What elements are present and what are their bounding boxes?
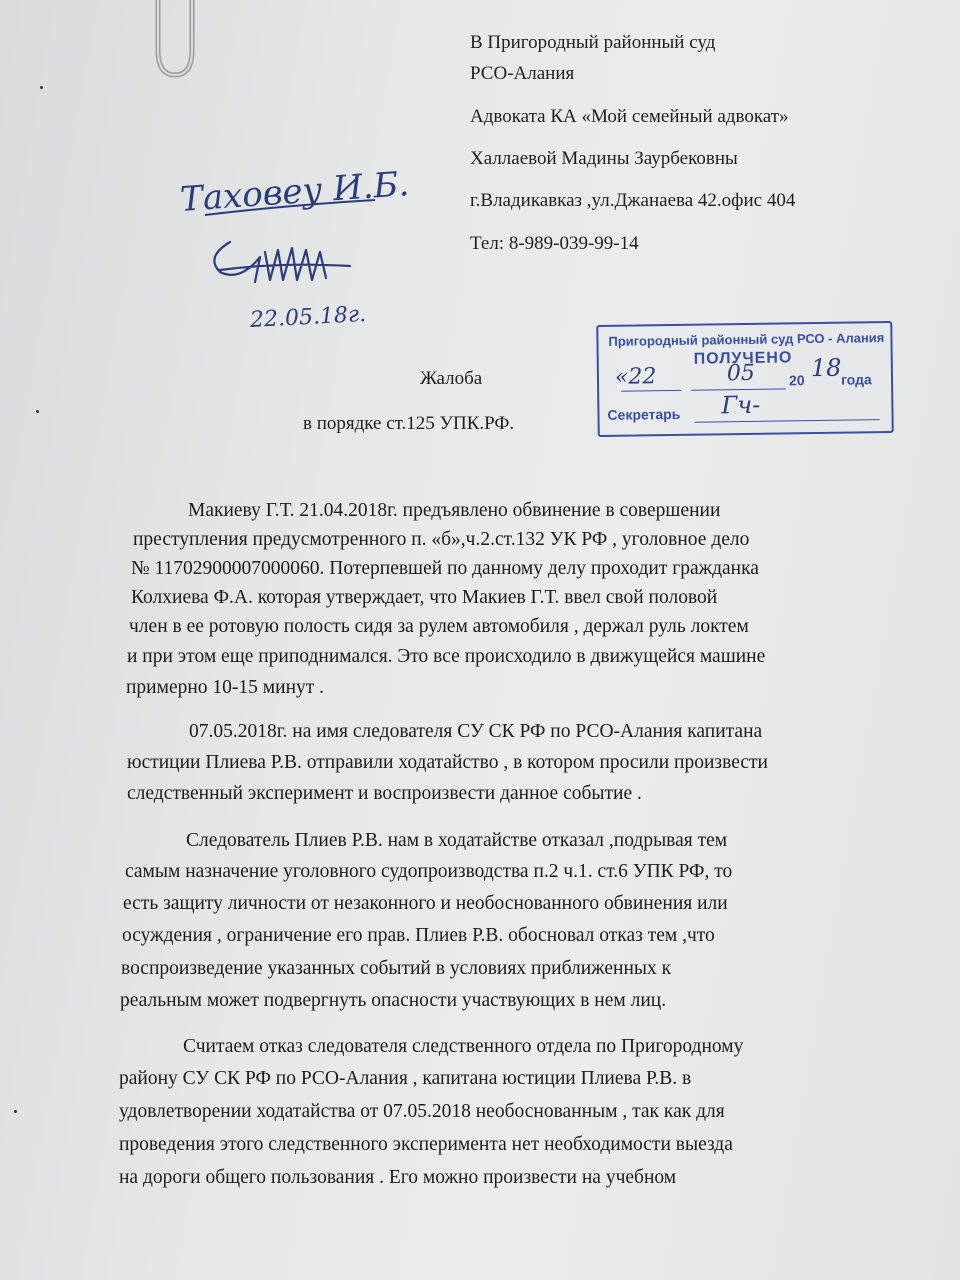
body-line: следственный эксперимент и воспроизвести данное событие . [127, 783, 642, 804]
paper-clip-icon [140, 0, 210, 90]
body-line: проведения этого следственного эксперимента нет необходимости выезда [119, 1134, 733, 1155]
body-line: Колхиева Ф.А. которая утверждает, что Макиев Г.Т. ввел свой половой [131, 587, 718, 608]
body-line: есть защиту личности от незаконного и необоснованного обвинения или [123, 893, 728, 914]
body-line: воспроизведение указанных событий в условиях приближенных к [121, 958, 672, 979]
body-line: району СУ СК РФ по РСО-Алания , капитана юстиции Плиева Р.В. в [119, 1068, 692, 1089]
stray-mark [14, 1110, 17, 1113]
advocate-phone: Тел: 8-989-039-99-14 [470, 233, 639, 254]
body-line: удовлетворении ходатайства от 07.05.2018 необоснованным , так как для [119, 1101, 725, 1122]
body-line: член в ее ротовую полость сидя за рулем автомобиля , держал руль локтем [129, 616, 749, 637]
body-line: Следователь Плиев Р.В. нам в ходатайстве отказал ,подрывая тем [186, 830, 728, 851]
handwritten-date: 22.05.18г. [249, 301, 367, 334]
handwritten-recipient: Таховеу И.Б. [178, 164, 411, 220]
body-line: 07.05.2018г. на имя следователя СУ СК РФ по РСО-Алания капитана [189, 721, 763, 742]
body-line: Макиеву Г.Т. 21.04.2018г. предъявлено обвинение в совершении [188, 500, 721, 521]
stamp-month: 05 [726, 360, 756, 387]
body-line: реальным может подвергнуть опасности участвующих в нем лиц. [120, 990, 667, 1011]
body-line: осуждения , ограничение его прав. Плиев Р.В. обосновал отказ тем ,что [122, 925, 715, 946]
advocate-line: Адвоката КА «Мой семейный адвокат» [470, 106, 789, 127]
stamp-secretary-label: Секретарь [607, 405, 681, 423]
stamp-secretary-sign: Гч- [721, 390, 761, 420]
stamp-year-prefix: 20 [788, 372, 805, 389]
body-line: Считаем отказ следователя следственного отдела по Пригородному [183, 1036, 744, 1057]
body-line: преступления предусмотренного п. «б»,ч.2.ст.132 УК РФ , уголовное дело [133, 529, 750, 550]
stamp-year-label: года [840, 371, 872, 388]
body-line: № 11702900007000060. Потерпевшей по данному делу проходит гражданка [131, 558, 759, 579]
document-title: Жалоба [420, 368, 483, 389]
stamp-year-hand: 18 [810, 353, 842, 383]
advocate-name: Халлаевой Мадины Заурбековны [470, 148, 738, 169]
court-name-line1: В Пригородный районный суд [470, 32, 716, 53]
resolution-underline [200, 150, 400, 230]
body-line: на дороги общего пользования . Его можно произвести на учебном [119, 1167, 677, 1188]
document-subtitle: в порядке ст.125 УПК.РФ. [303, 413, 515, 434]
stamp-secretary-line [695, 419, 880, 423]
body-line: юстиции Плиева Р.В. отправили ходатайство , в котором просили произвести [127, 752, 768, 773]
handwritten-signature-icon [200, 222, 370, 297]
stamp-court-name: Пригородный районный суд РСО - Алания [608, 330, 885, 349]
stamp-day: «22 [614, 364, 657, 390]
body-line: самым назначение уголовного судопроизводства п.2 ч.1. ст.6 УПК РФ, то [125, 861, 733, 882]
body-line: и при этом еще приподнимался. Это все происходило в движущейся машине [127, 646, 766, 667]
received-stamp [596, 321, 894, 437]
court-name-line2: РСО-Алания [470, 63, 575, 84]
stamp-received-label: ПОЛУЧЕНО [693, 349, 793, 368]
stray-mark [40, 86, 43, 89]
stray-mark [36, 410, 39, 413]
body-line: примерно 10-15 минут . [126, 677, 325, 698]
advocate-address: г.Владикавказ ,ул.Джанаева 42.офис 404 [470, 190, 796, 211]
stamp-day-line [621, 390, 681, 392]
